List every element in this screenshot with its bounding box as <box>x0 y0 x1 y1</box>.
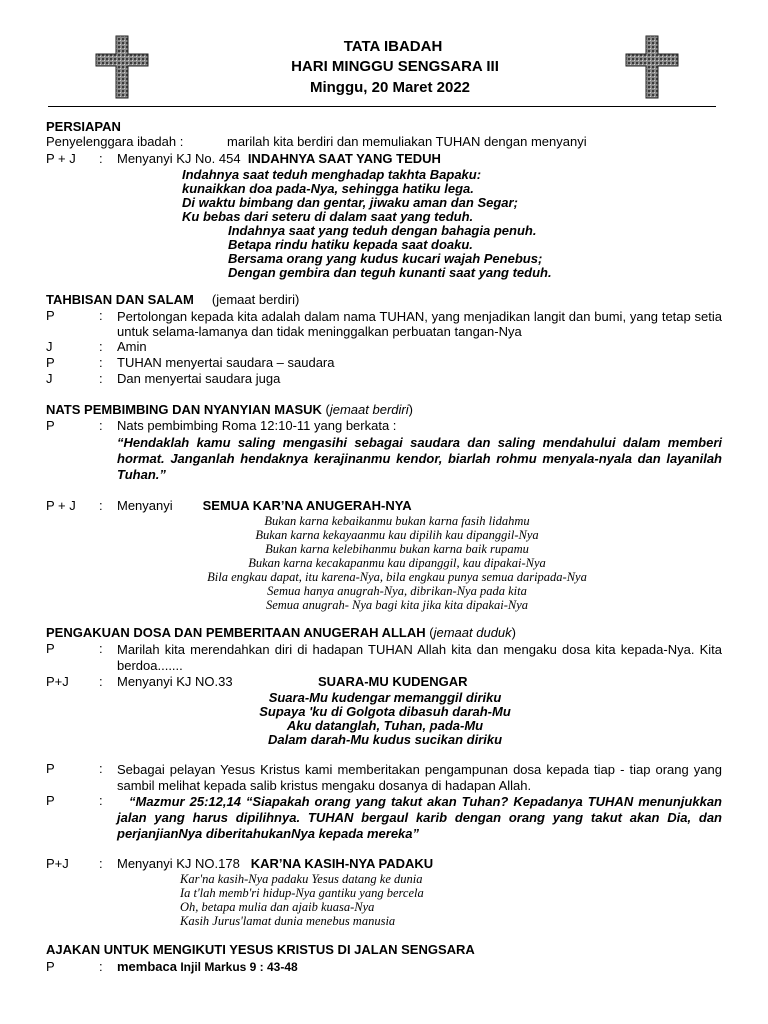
role-colon: : <box>99 339 103 354</box>
lyric-line: Bukan karna kelebihanmu bukan karna baik rupamu <box>265 542 529 556</box>
section-heading: NATS PEMBIMBING DAN NYANYIAN MASUK <box>46 402 322 417</box>
role-label: J <box>46 371 53 386</box>
role-colon: : <box>99 355 103 370</box>
lyric-line: Ku bebas dari seteru di dalam saat yang teduh. <box>182 209 474 224</box>
line-text: Dan menyertai saudara juga <box>117 371 281 386</box>
line-text: Pertolongan kepada kita adalah dalam nama TUHAN, yang menjadikan langit dan bumi, yang tetap setia untuk selama-lamanya dan tidak meninggalkan perbuatan tangan-Nya <box>117 309 722 339</box>
lyric-line: Bersama orang yang kudus kucari wajah Penebus; <box>228 251 543 266</box>
section-note: (jemaat berdiri) <box>211 292 300 307</box>
document-subtitle: HARI MINGGU SENGSARA III <box>291 58 499 75</box>
role-label: J <box>46 339 53 354</box>
role-colon: : <box>99 498 103 513</box>
lyric-line: Supaya 'ku di Golgota dibasuh darah-Mu <box>259 704 511 719</box>
line-text: Menyanyi KJ No. 454 INDAHNYA SAAT YANG TEDUH <box>117 151 441 166</box>
line-text: Amin <box>117 339 147 354</box>
scripture-reference: Injil Markus 9 : 43-48 <box>176 960 298 974</box>
role-colon: : <box>99 674 103 689</box>
song-title: KAR’NA KASIH-NYA PADAKU <box>250 856 434 871</box>
section-heading-row <box>46 293 299 307</box>
role-label: P <box>46 761 55 776</box>
lyric-line: Kasih Jurus'lamat dunia menebus manusia <box>180 914 396 928</box>
lyric-line: Semua anugrah- Nya bagi kita jika kita dipakai-Nya <box>265 598 529 612</box>
role-label: P <box>46 641 55 656</box>
lyric-line: Bila engkau dapat, itu karena-Nya, bila engkau punya semua daripada-Nya <box>207 570 587 584</box>
role-colon: : <box>99 151 103 166</box>
section-heading-row: PENGAKUAN DOSA DAN PEMBERITAAN ANUGERAH ALLAH (jemaat duduk) <box>46 625 517 640</box>
song-title: INDAHNYA SAAT YANG TEDUH <box>247 151 441 166</box>
role-label: P <box>46 959 55 974</box>
role-label: P <box>46 355 55 370</box>
role-label: P+J <box>46 674 69 689</box>
lyric-line: kunaikkan doa pada-Nya, sehingga hatiku lega. <box>182 181 474 196</box>
lyric-line: Indahnya saat teduh menghadap takhta Bapaku: <box>182 167 482 182</box>
role-colon: : <box>99 641 103 656</box>
line-text: Menyanyi KJ NO.33 <box>117 674 233 689</box>
section-heading: PERSIAPAN <box>46 119 121 134</box>
organizer-text: marilah kita berdiri dan memuliakan TUHAN dengan menyanyi <box>227 134 587 149</box>
section-note: jemaat duduk <box>433 625 512 640</box>
role-colon: : <box>99 856 103 871</box>
bible-quote: “Mazmur 25:12,14 “Siapakah orang yang takut akan Tuhan? Kepadanya TUHAN menunjukkan jalan yang harus dipilihnya. TUHAN bergaul karib dengan orang yang takut akan Dia, dan perjanjianNya diberitahukanNya kepada mereka” <box>117 794 722 841</box>
line-text: Marilah kita merendahkan diri di hadapan TUHAN Allah kita dan mengaku dosa kita kepada-Nya. Kita berdoa....... <box>117 642 722 673</box>
role-colon: : <box>99 418 103 433</box>
role-label: P+J <box>46 856 69 871</box>
line-text: Sebagai pelayan Yesus Kristus kami memberitakan pengampunan dosa kepada tiap - tiap orang yang sambil melihat kepada salib kristus mengaku dosanya di hadapan Allah. <box>117 762 722 793</box>
lyric-line: Dengan gembira dan teguh kunanti saat yang teduh. <box>228 265 552 280</box>
lyric-line: Ia t'lah memb'ri hidup-Nya gantiku yang bercela <box>180 886 424 900</box>
role-colon: : <box>99 793 103 808</box>
role-label: P + J <box>46 151 76 166</box>
section-heading: TAHBISAN DAN SALAM <box>46 292 194 307</box>
line-text: Menyanyi SEMUA KAR’NA ANUGERAH-NYA <box>117 498 412 513</box>
lyric-line: Kar'na kasih-Nya padaku Yesus datang ke dunia <box>180 872 423 886</box>
lyric-line: Bukan karna kekayaanmu kau dipilih kau dipanggil-Nya <box>255 528 539 542</box>
lyric-line: Bukan karna kebaikanmu bukan karna fasih lidahmu <box>264 514 530 528</box>
role-colon: : <box>99 959 103 974</box>
lyric-line: Betapa rindu hatiku kepada saat doaku. <box>228 237 473 252</box>
section-heading-row: NATS PEMBIMBING DAN NYANYIAN MASUK (jemaat berdiri) <box>46 402 413 417</box>
bible-quote: “Hendaklah kamu saling mengasihi sebagai saudara dan saling mendahului dalam memberi hormat. Janganlah hendaknya kerajinanmu kendor, biarlah rohmu menyala-nyala dan layanilah Tuhan.” <box>117 435 722 482</box>
role-colon: : <box>99 371 103 386</box>
section-heading: PENGAKUAN DOSA DAN PEMBERITAAN ANUGERAH ALLAH <box>46 625 426 640</box>
organizer-label: Penyelenggara ibadah : <box>46 134 184 149</box>
lyric-line: Oh, betapa mulia dan ajaib kuasa-Nya <box>180 900 375 914</box>
role-label: P <box>46 308 55 323</box>
header-divider <box>48 106 716 107</box>
song-title: SEMUA KAR’NA ANUGERAH-NYA <box>202 498 412 513</box>
section-note: jemaat berdiri <box>329 402 409 417</box>
line-text: Menyanyi KJ NO.178 KAR’NA KASIH-NYA PADAKU <box>117 856 434 871</box>
line-text: membaca Injil Markus 9 : 43-48 <box>117 959 298 974</box>
section-heading: AJAKAN UNTUK MENGIKUTI YESUS KRISTUS DI JALAN SENGSARA <box>46 942 475 957</box>
lyric-line: Bukan karna kecakapanmu kau dipanggil, kau dipakai-Nya <box>248 556 546 570</box>
line-text: TUHAN menyertai saudara – saudara <box>117 355 335 370</box>
lyric-line: Suara-Mu kudengar memanggil diriku <box>268 690 502 705</box>
role-label: P <box>46 793 55 808</box>
role-colon: : <box>99 308 103 323</box>
role-label: P <box>46 418 55 433</box>
role-label: P + J <box>46 498 76 513</box>
lyric-line: Semua hanya anugrah-Nya, dibrikan-Nya pada kita <box>267 584 527 598</box>
lyric-line: Indahnya saat yang teduh dengan bahagia penuh. <box>228 223 537 238</box>
lyric-line: Dalam darah-Mu kudus sucikan diriku <box>267 732 503 747</box>
lyric-line: Di waktu bimbang dan gentar, jiwaku aman dan Segar; <box>182 195 518 210</box>
lyric-line: Aku datanglah, Tuhan, pada-Mu <box>286 718 484 733</box>
line-text: Nats pembimbing Roma 12:10-11 yang berkata : <box>117 418 397 433</box>
document-date: Minggu, 20 Maret 2022 <box>309 79 471 96</box>
role-colon: : <box>99 761 103 776</box>
song-title: SUARA-MU KUDENGAR <box>318 674 468 689</box>
document-title: TATA IBADAH <box>343 38 443 55</box>
